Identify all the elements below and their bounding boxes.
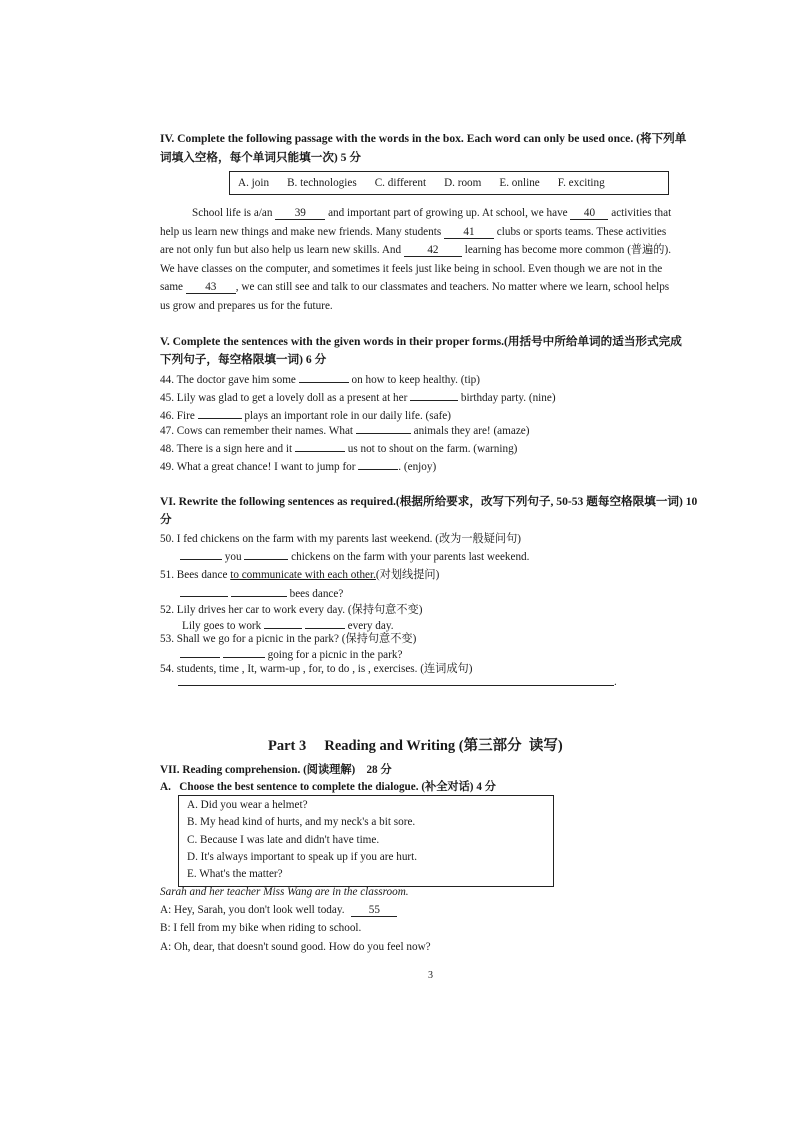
answer-blank [180,584,228,597]
section-a-heading: A. Choose the best sentence to complete the dialogue. (补全对话) 4 分 [160,781,496,793]
answer-blank [198,406,242,419]
question-text: plays an important role in our daily life. (safe) [244,410,451,422]
option-e: E. What's the matter? [187,868,283,880]
dialogue-line-1 [160,904,397,917]
passage-text: clubs or sports teams. These activities [496,225,667,238]
answer-blank [295,439,345,452]
passage-text: are not only fun but also help us learn new skills. And [160,244,402,256]
question-50: 50. I fed chickens on the farm with my parents last weekend. (改为一般疑问句) [160,533,522,545]
part-3-title: Part 3 Reading and Writing (第三部分 读写) [268,738,563,754]
question-46 [160,406,451,422]
question-text: 46. Fire [160,410,195,422]
question-text: 49. What a great chance! I want to jump for [160,461,356,473]
passage [160,204,732,315]
word-option: A. join [238,177,270,189]
question-text: every day. [347,620,394,632]
passage-line [160,204,732,223]
option-a: A. Did you wear a helmet? [187,799,308,811]
passage-text: learning has become more common (普遍的). [464,244,672,256]
question-text: us not to shout on the farm. (warning) [347,443,518,455]
question-text: . (enjoy) [398,461,437,473]
word-option: D. room [444,177,482,189]
question-48 [160,439,517,455]
word-box [229,171,669,195]
dialogue-intro: Sarah and her teacher Miss Wang are in the classroom. [160,886,409,898]
answer-blank [410,388,458,401]
answer-blank [180,547,222,560]
question-51-answer [180,584,343,600]
blank-39: 39 [275,207,325,220]
passage-line: We have classes on the computer, and sometimes it feels just like being in school. Even though we are not in the [160,262,663,275]
question-text: bees dance? [289,588,344,600]
underlined-phrase: to communicate with each other. [230,569,376,581]
dialogue-line-3: A: Oh, dear, that doesn't sound good. How do you feel now? [160,941,431,953]
blank-55: 55 [351,904,397,917]
passage-text: help us learn new things and make new friends. Many students [160,225,442,238]
question-text: 51. Bees dance [160,569,228,581]
passage-line: us grow and prepares us for the future. [160,299,333,312]
question-text: on how to keep healthy. (tip) [351,374,481,386]
answer-blank [299,370,349,383]
section-7-heading: VII. Reading comprehension. (阅读理解) 28 分 [160,764,392,776]
blank-40: 40 [570,207,608,220]
passage-line [160,278,732,297]
answer-blank [356,421,411,434]
question-50-answer [180,547,529,563]
question-text: birthday party. (nine) [460,392,556,404]
passage-line [160,223,732,242]
period-mark: . [614,676,617,688]
answer-blank [358,457,398,470]
passage-line [160,241,732,260]
question-49 [160,457,436,473]
section-5-heading-line2: 下列句子，每空格限填一词) 6 分 [160,353,327,366]
question-text: going for a picnic in the park? [267,649,403,661]
section-6-heading-line1: VI. Rewrite the following sentences as required.(根据所给要求，改写下列句子, 50-53 题每空格限填一词) 10 [160,495,698,508]
section-5-heading-line1: V. Complete the sentences with the given words in their proper forms.(用括号中所给单词的适当形式完成 [160,335,682,348]
answer-blank [231,584,287,597]
passage-text: School life is a/an [192,207,273,219]
dialogue-line-2: B: I fell from my bike when riding to school. [160,922,362,934]
passage-text: activities that [611,207,672,219]
question-45 [160,388,556,404]
question-text: (对划线提问) [375,569,440,581]
answer-blank [305,616,345,629]
page-number: 3 [428,970,433,981]
question-text: you [224,551,242,563]
question-text: Lily goes to work [182,620,262,632]
passage-text: , we can still see and talk to our classmates and teachers. No matter where we learn, school helps [235,281,670,293]
passage-text: and important part of growing up. At school, we have [328,207,568,219]
question-text: chickens on the farm with your parents last weekend. [291,551,530,563]
option-b: B. My head kind of hurts, and my neck's a bit sore. [187,816,416,828]
options-box [178,795,554,887]
question-51 [160,566,439,582]
dialogue-text: A: Hey, Sarah, you don't look well today. [160,904,345,916]
question-53: 53. Shall we go for a picnic in the park? (保持句意不变) [160,633,417,645]
word-option: E. online [499,177,540,189]
section-4-heading-line2: 词填入空格，每个单词只能填一次) 5 分 [160,151,361,164]
answer-blank [223,645,265,658]
question-54: 54. students, time , It, warm-up , for, to do , is , exercises. (连词成句) [160,663,473,675]
question-44 [160,370,480,386]
answer-blank [180,645,220,658]
answer-blank [264,616,302,629]
question-text: animals they are! (amaze) [413,425,530,437]
blank-43: 43 [186,281,236,294]
word-option: C. different [374,177,427,189]
question-text: 48. There is a sign here and it [160,443,293,455]
blank-42: 42 [404,244,462,257]
question-text: 47. Cows can remember their names. What [160,425,354,437]
answer-line-54 [178,684,614,686]
question-53-answer [180,645,402,661]
section-6-heading-line2: 分 [160,513,172,526]
question-47 [160,421,529,437]
question-52: 52. Lily drives her car to work every day. (保持句意不变) [160,604,423,616]
word-option: F. exciting [557,177,605,189]
section-4-heading-line1: IV. Complete the following passage with the words in the box. Each word can only be used once. (将下列单 [160,132,687,145]
option-d: D. It's always important to speak up if you are hurt. [187,851,418,863]
question-text: 45. Lily was glad to get a lovely doll as a present at her [160,392,408,404]
question-text: 44. The doctor gave him some [160,374,296,386]
option-c: C. Because I was late and didn't have time. [187,834,380,846]
word-option: B. technologies [287,177,357,189]
passage-text: same [160,281,183,293]
answer-blank [244,547,288,560]
blank-41: 41 [444,226,494,239]
